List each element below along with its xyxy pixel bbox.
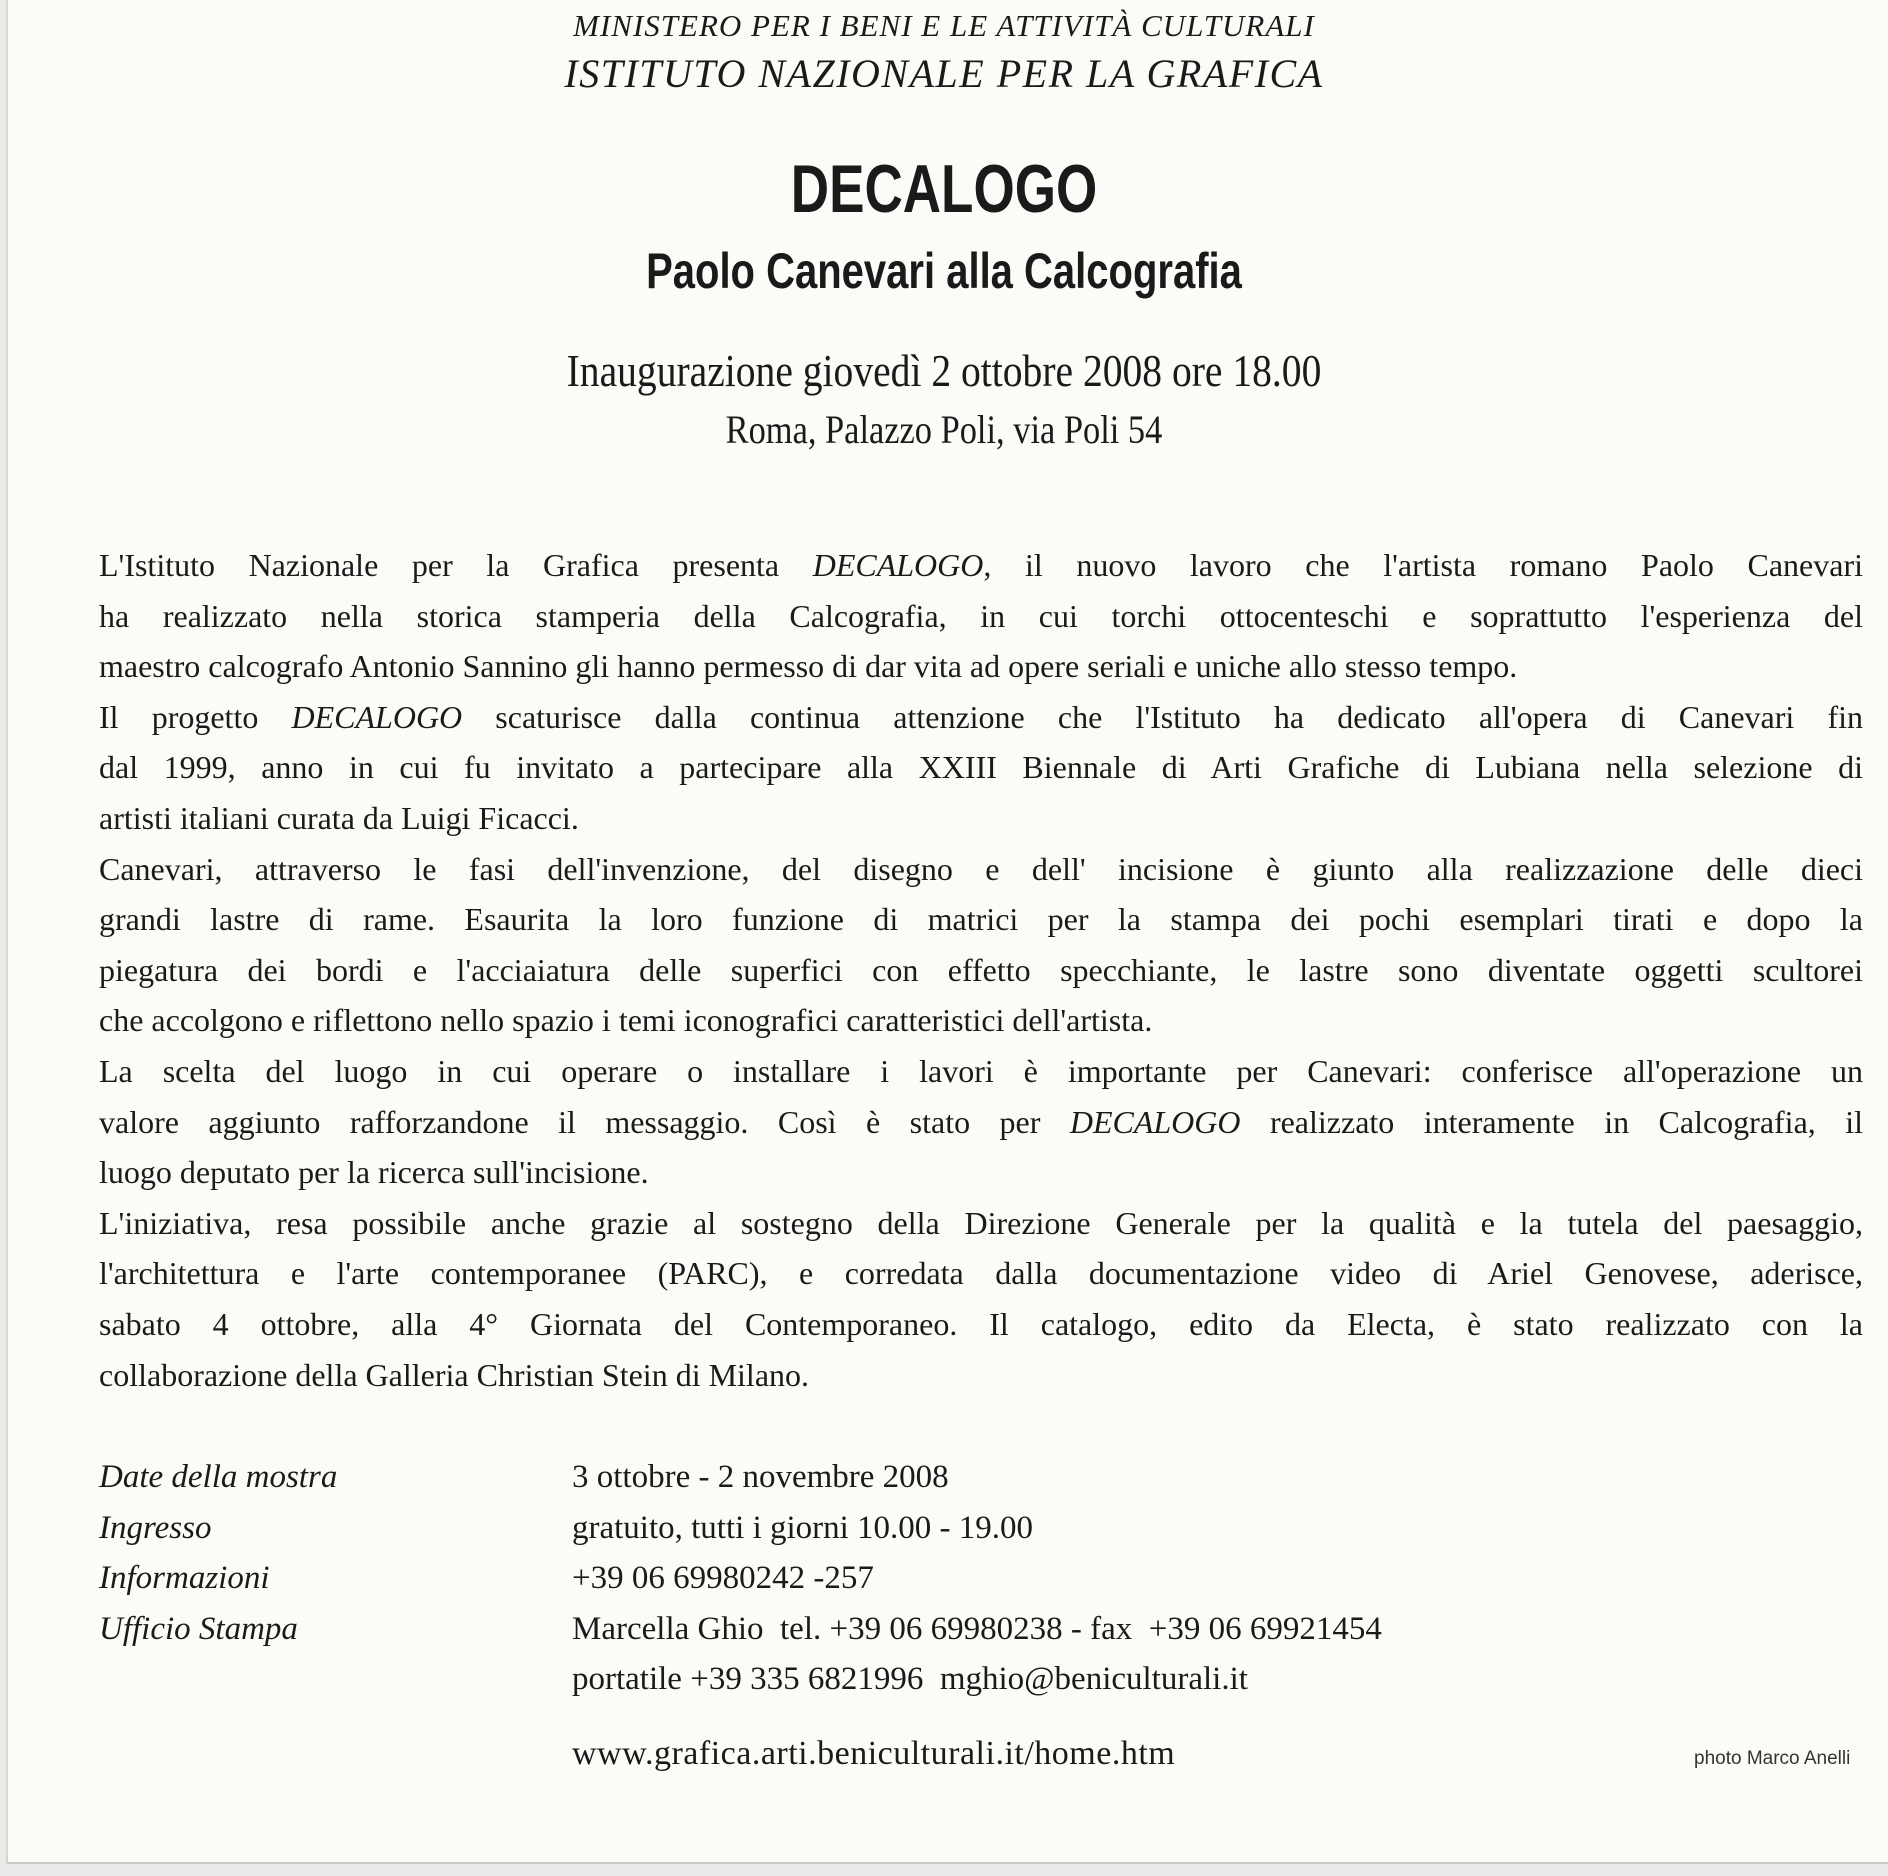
exhibition-subtitle: Paolo Canevari alla Calcografia — [646, 243, 1242, 299]
detail-label: Date della mostra — [99, 1459, 338, 1495]
detail-label: Ufficio Stampa — [99, 1610, 298, 1647]
detail-value: Marcella Ghio tel. +39 06 69980238 - fax +39 06 69921454 — [572, 1610, 1382, 1647]
body-line — [99, 894, 1863, 945]
ministry-heading: MINISTERO PER I BENI E LE ATTIVITÀ CULTURALI — [573, 8, 1315, 43]
body-line — [99, 692, 1863, 743]
body-text — [99, 540, 1863, 1400]
detail-value: +39 06 69980242 -257 — [572, 1560, 874, 1597]
body-text-segment: sabato 4 ottobre, alla 4° Giornata del Contemporaneo. Il catalogo, edito da Electa, è stato realizzato con la — [99, 1305, 1863, 1342]
body-text-segment: Canevari, attraverso le fasi dell'invenzione, del disegno e dell' incisione è giunto alla realizzazione delle dieci — [99, 850, 1863, 887]
body-line — [99, 1198, 1863, 1249]
body-text-segment: L'Istituto Nazionale per la Grafica presenta — [99, 547, 813, 583]
body-text-segment: scaturisce dalla continua attenzione che l'Istituto ha dedicato all'opera di Canevari fin — [462, 698, 1864, 735]
body-line — [99, 591, 1863, 642]
italic-title-text: DECALOGO — [812, 547, 984, 583]
body-line — [99, 540, 1863, 591]
body-line — [99, 641, 1863, 692]
body-text-segment: L'iniziativa, resa possibile anche grazie al sostegno della Direzione Generale per la qualità e la tutela del paesaggio, — [99, 1204, 1863, 1241]
body-text-segment: l'architettura e l'arte contemporanee (PARC), e corredata dalla documentazione video di Ariel Genovese, aderisce, — [99, 1255, 1863, 1292]
website-link[interactable]: www.grafica.arti.beniculturali.it/home.htm — [572, 1735, 1176, 1772]
body-text-segment: artisti italiani curata da Luigi Ficacci. — [99, 799, 579, 836]
body-line — [99, 945, 1863, 996]
body-text-segment: realizzato interamente in Calcografia, il — [1240, 1103, 1864, 1140]
body-text-segment: dal 1999, anno in cui fu invitato a partecipare alla XXIII Biennale di Arti Grafiche di Lubiana nella selezione di — [99, 749, 1863, 786]
italic-title-text: DECALOGO — [1069, 1103, 1241, 1140]
italic-title-text: DECALOGO — [291, 698, 463, 735]
body-text-segment: grandi lastre di rame. Esaurita la loro funzione di matrici per la stampa dei pochi esemplari tirati e dopo la — [99, 901, 1863, 938]
institute-heading: ISTITUTO NAZIONALE PER LA GRAFICA — [564, 51, 1324, 96]
body-text-segment: piegatura dei bordi e l'acciaiatura delle superfici con effetto specchiante, le lastre sono diventate oggetti scultorei — [99, 951, 1863, 988]
exhibition-title: DECALOGO — [790, 151, 1098, 227]
body-text-segment: Il progetto — [99, 698, 292, 735]
body-line — [99, 1350, 1863, 1401]
body-text-segment: , il nuovo lavoro che l'artista romano Paolo Canevari — [983, 547, 1864, 583]
body-line — [99, 995, 1863, 1046]
photo-credit: photo Marco Anelli — [1694, 1748, 1851, 1769]
body-line — [99, 742, 1863, 793]
detail-value: portatile +39 335 6821996 mghio@beniculturali.it — [572, 1661, 1248, 1698]
body-line — [99, 1299, 1863, 1350]
body-line — [99, 844, 1863, 895]
detail-label: Informazioni — [99, 1560, 270, 1597]
detail-value: 3 ottobre - 2 novembre 2008 — [572, 1459, 949, 1495]
body-line — [99, 793, 1863, 844]
body-text-segment: che accolgono e riflettono nello spazio i temi iconografici caratteristici dell'artista. — [99, 1002, 1153, 1039]
detail-value: gratuito, tutti i giorni 10.00 - 19.00 — [572, 1509, 1034, 1546]
body-text-segment: collaborazione della Galleria Christian Stein di Milano. — [99, 1356, 810, 1393]
body-text-segment: La scelta del luogo in cui operare o installare i lavori è importante per Canevari: conferisce all'operazione un — [99, 1052, 1863, 1089]
body-line — [99, 1046, 1863, 1097]
body-text-segment: luogo deputato per la ricerca sull'incisione. — [99, 1154, 649, 1191]
body-line — [99, 1097, 1863, 1148]
body-line — [99, 1248, 1863, 1299]
detail-label: Ingresso — [99, 1509, 212, 1546]
body-text-segment: maestro calcografo Antonio Sannino gli hanno permesso di dar vita ad opere seriali e uniche allo stesso tempo. — [99, 648, 1518, 685]
body-text-segment: ha realizzato nella storica stamperia della Calcografia, in cui torchi ottocenteschi e soprattutto l'esperienza del — [99, 597, 1863, 634]
opening-date: Inaugurazione giovedì 2 ottobre 2008 ore 18.00 — [566, 345, 1322, 396]
body-text-segment: valore aggiunto rafforzandone il messaggio. Così è stato per — [99, 1103, 1070, 1140]
body-line — [99, 1147, 1863, 1198]
venue: Roma, Palazzo Poli, via Poli 54 — [725, 407, 1163, 452]
